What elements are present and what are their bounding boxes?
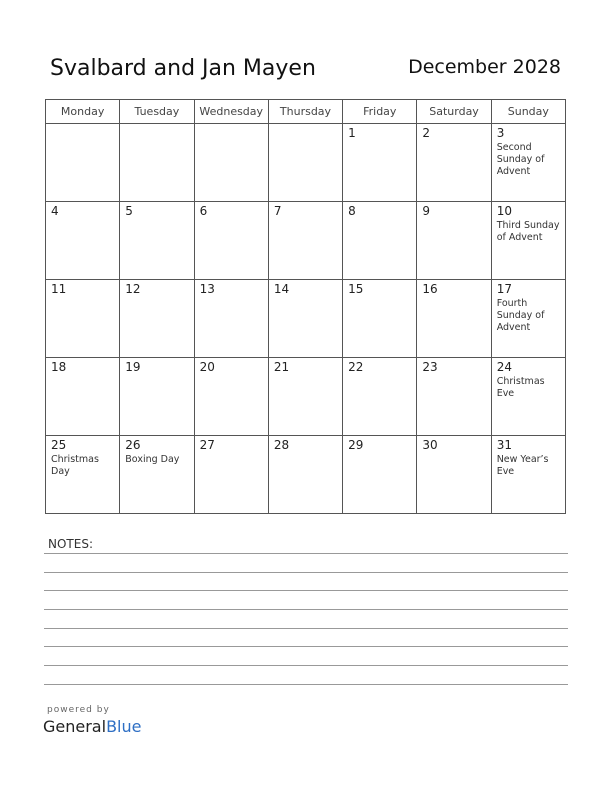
note-line	[44, 553, 568, 554]
calendar-day-cell	[46, 436, 120, 514]
day-number: 16	[422, 282, 438, 296]
month-title: December 2028	[408, 56, 561, 78]
page-title: Svalbard and Jan Mayen	[50, 56, 316, 81]
calendar-week-row	[46, 436, 566, 514]
calendar-day-cell	[268, 358, 342, 436]
note-line	[44, 609, 568, 610]
note-line	[44, 665, 568, 666]
note-line	[44, 590, 568, 591]
day-number: 2	[422, 126, 431, 140]
calendar-day-cell	[194, 124, 268, 202]
calendar-day-cell	[417, 280, 491, 358]
holiday-label: Christmas Eve	[496, 376, 545, 399]
note-line	[44, 646, 568, 647]
calendar-day-cell	[343, 436, 417, 514]
calendar-day-cell	[194, 202, 268, 280]
weekday-thursday: Thursday	[268, 100, 342, 124]
calendar-week-row	[46, 280, 566, 358]
weekday-sunday: Sunday	[491, 100, 565, 124]
calendar-day-cell	[46, 358, 120, 436]
day-number: 19	[125, 360, 141, 374]
day-number: 30	[422, 438, 438, 452]
day-number: 14	[273, 282, 290, 296]
note-line	[44, 628, 568, 629]
note-line	[44, 572, 568, 573]
day-number: 24	[496, 360, 512, 374]
holiday-label: Second Sunday of Advent	[496, 142, 545, 177]
brand-general: General	[43, 717, 107, 736]
calendar-day-cell	[46, 124, 120, 202]
day-number: 20	[199, 360, 215, 374]
day-number: 9	[422, 204, 431, 218]
calendar-day-cell	[120, 124, 194, 202]
calendar-day-cell	[268, 202, 342, 280]
calendar-day-cell	[194, 280, 268, 358]
calendar-day-cell	[268, 436, 342, 514]
weekday-friday: Friday	[343, 100, 417, 124]
weekday-tuesday: Tuesday	[120, 100, 194, 124]
weekday-saturday: Saturday	[417, 100, 491, 124]
day-number: 21	[273, 360, 290, 374]
weekday-wednesday: Wednesday	[194, 100, 268, 124]
day-number: 13	[199, 282, 215, 296]
notes-label: NOTES:	[48, 537, 93, 551]
calendar-day-cell	[46, 280, 120, 358]
note-line	[44, 684, 568, 685]
calendar-day-cell	[120, 280, 194, 358]
calendar-header	[50, 56, 561, 84]
day-number: 5	[125, 204, 133, 218]
calendar-day-cell	[491, 280, 565, 358]
calendar-day-cell	[491, 124, 565, 202]
day-number: 28	[273, 438, 290, 452]
day-number: 15	[348, 282, 364, 296]
calendar-day-cell	[491, 436, 565, 514]
calendar-day-cell	[343, 280, 417, 358]
day-number: 25	[51, 438, 67, 452]
day-number: 7	[273, 204, 282, 218]
holiday-label: Boxing Day	[125, 454, 180, 465]
calendar-grid	[45, 99, 566, 514]
day-number: 11	[51, 282, 67, 296]
calendar-day-cell	[268, 280, 342, 358]
day-number: 27	[199, 438, 215, 452]
day-number: 22	[348, 360, 364, 374]
day-number: 12	[125, 282, 141, 296]
brand-blue: Blue	[106, 717, 142, 736]
day-number: 23	[422, 360, 438, 374]
brand-logo	[43, 717, 141, 736]
calendar-week-row	[46, 124, 566, 202]
day-number: 29	[348, 438, 364, 452]
calendar-day-cell	[343, 124, 417, 202]
calendar-week-row	[46, 358, 566, 436]
calendar-day-cell	[417, 358, 491, 436]
holiday-label: Third Sunday of Advent	[496, 220, 560, 243]
calendar-day-cell	[120, 436, 194, 514]
day-number: 18	[51, 360, 67, 374]
day-number: 6	[199, 204, 208, 218]
day-number: 26	[125, 438, 141, 452]
calendar-day-cell	[120, 202, 194, 280]
calendar-week-row	[46, 202, 566, 280]
calendar-day-cell	[417, 124, 491, 202]
weekday-header-row	[46, 100, 566, 124]
calendar-day-cell	[343, 202, 417, 280]
day-number: 17	[496, 282, 512, 296]
holiday-label: Christmas Day	[51, 454, 99, 477]
holiday-label: New Year’s Eve	[496, 454, 549, 477]
calendar-day-cell	[417, 202, 491, 280]
day-number: 1	[348, 126, 356, 140]
holiday-label: Fourth Sunday of Advent	[496, 298, 545, 333]
day-number: 8	[348, 204, 356, 218]
calendar-day-cell	[46, 202, 120, 280]
day-number: 31	[496, 438, 512, 452]
calendar-body	[46, 124, 566, 514]
calendar-day-cell	[343, 358, 417, 436]
calendar-day-cell	[194, 358, 268, 436]
day-number: 10	[496, 204, 512, 218]
calendar-day-cell	[120, 358, 194, 436]
calendar-day-cell	[417, 436, 491, 514]
powered-by-text: powered by	[47, 705, 110, 715]
calendar-day-cell	[194, 436, 268, 514]
calendar-day-cell	[491, 202, 565, 280]
day-number: 4	[51, 204, 59, 218]
weekday-monday: Monday	[46, 100, 120, 124]
day-number: 3	[496, 126, 505, 140]
calendar-day-cell	[491, 358, 565, 436]
calendar-day-cell	[268, 124, 342, 202]
